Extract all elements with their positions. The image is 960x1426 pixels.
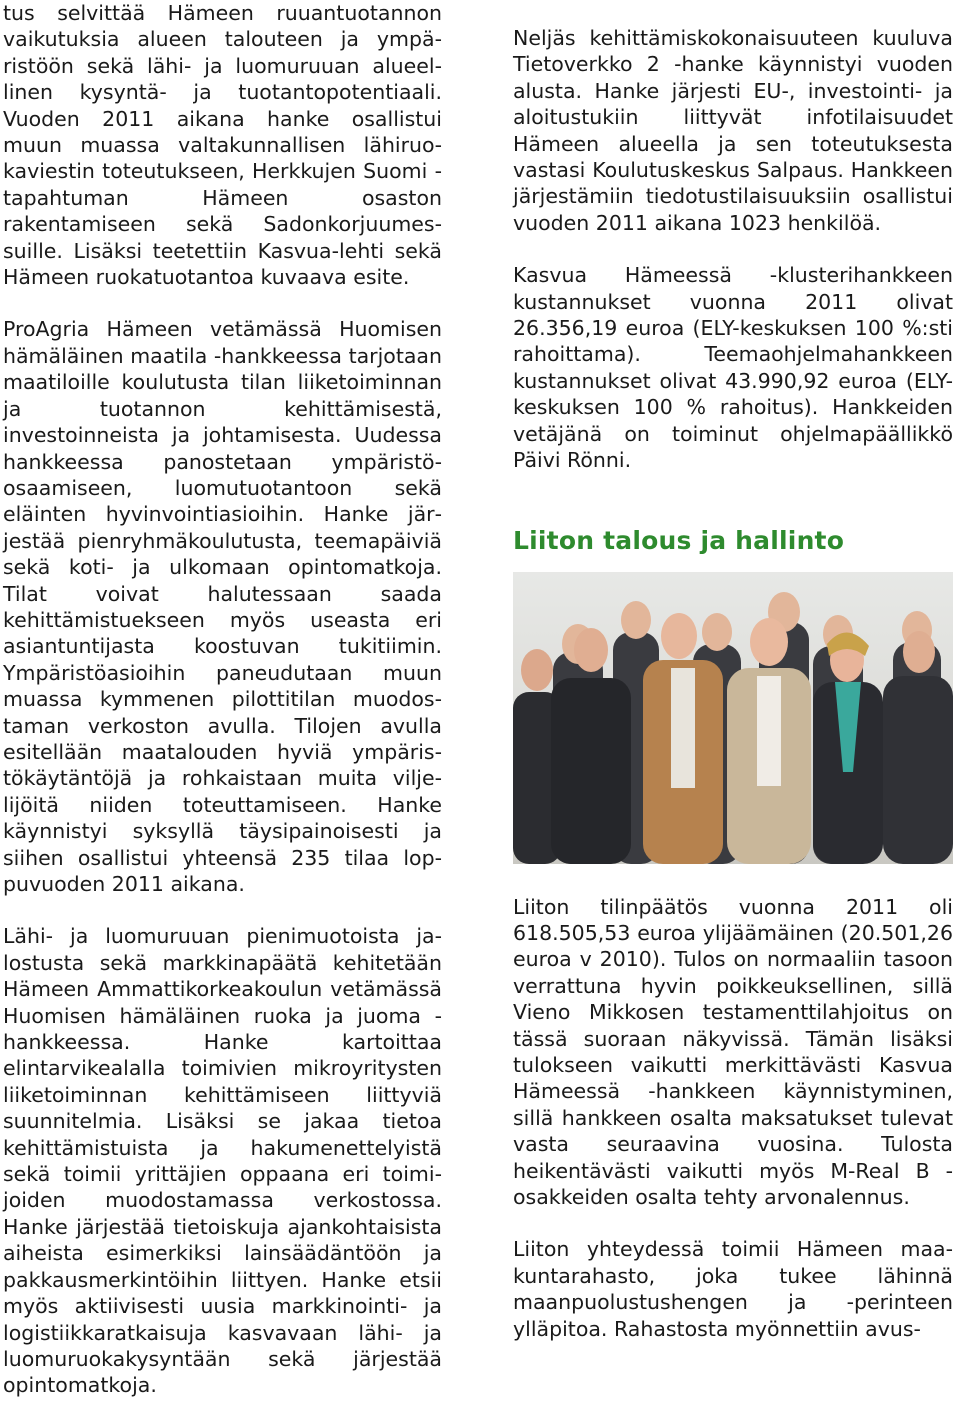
paragraph-huomisen-maatila: ProAgria Hämeen vetämässä Huomisen hämäläinen maatila -hankkeessa tarjotaan maatiloille koulutusta tilan liiketoiminnan ja tuotannon kehittämisestä, investoinneista ja johtamisesta. Uudessa hankkeessa panostetaan ympäristöosaamiseen, luomutuotantoon sekä eläinten hyvinvointiasioihin. Hanke järjestää pienryhmäkoulutusta, teemapäiviä sekä koti- ja ulkomaan opintomatkoja. Tilat voivat halutessaan saada kehittämistuekseen myös useasta eri asiantuntijasta koostuvan tukitiimin. Ympäristöasioihin paneudutaan muun muassa kymmenen pilottitilan muodostaman verkoston avulla. Tilojen avulla esitellään maatalouden hyviä ympäristökäytäntöjä ja rohkaistaan muita viljelijöitä niiden toteuttamiseen. Hanke käynnistyi syksyllä täysipainoisesti ja siihen osallistui yhteensä 235 tilaa loppuvuoden 2011 aikana. <box>3 317 442 896</box>
group-photo <box>513 572 953 864</box>
right-column <box>513 25 953 1342</box>
left-column <box>3 0 442 1399</box>
paragraph-maakuntarahasto: Liiton yhteydessä toimii Hämeen maakuntarahasto, joka tukee lähinnä maanpuolustushengen ja -perinteen ylläpitoa. Rahastosta myönnettiin avus- <box>513 1237 953 1341</box>
paragraph-financial-result: Liiton tilinpäätös vuonna 2011 oli 618.505,53 euroa ylijäämäinen (20.501,26 euroa v 2010). Tulos on normaaliin tasoon verrattuna hyvin poikkeuksellinen, sillä Vieno Mikkosen testamenttilahjoitus on tässä suoraan näkyvissä. Tämän lisäksi tulokseen vaikutti merkittävästi Kasvua Hämeessä -hankkeen käynnistyminen, sillä hankkeen osalta maksatukset tulevat vasta seuraavina vuosina. Tulosta heikentävästi vaikutti myös M-Real B -osakkeiden osalta tehty arvonalennus. <box>513 894 953 1209</box>
group-photo-illustration <box>513 572 953 864</box>
paragraph-tietoverkko: Neljäs kehittämiskokonaisuuteen kuuluva Tietoverkko 2 -hanke käynnistyi vuoden alusta. Hanke järjesti EU-, investointi- ja aloitustukiin liittyvät infotilaisuudet Hämeen alueella ja sen toteutuksesta vastasi Koulutuskeskus Salpaus. Hankkeen järjestämiin tiedotustilaisuuksiin osallistui vuoden 2011 aikana 1023 henkilöä. <box>513 26 953 235</box>
paragraph-huomisen-ruoka: Lähi- ja luomuruuan pienimuotoista jalostusta sekä markkinapäätä kehitetään Hämeen Ammattikorkeakoulun vetämässä Huomisen hämäläinen ruoka ja juoma -hankkeessa. Hanke kartoittaa elintarvikealalla toimivien mikroyritysten liiketoiminnan kehittämiseen liittyviä suunnitelmia. Lisäksi se jakaa tietoa kehittämistuista ja hakumenettelyistä sekä toimii yrittäjien oppaana eri toimijoiden muodostamassa verkostossa. Hanke järjestää tietoiskuja ajankohtaisista aiheista esimerkiksi lainsäädäntöön ja pakkausmerkintöihin liittyen. Hanke etsii myös aktiivisesti uusia markkinointi- ja logistiikkaratkaisuja kasvavaan lähi- ja luomuruokakysyntään sekä järjestää opintomatkoja. <box>3 924 442 1398</box>
section-heading: Liiton talous ja hallinto <box>513 525 845 555</box>
paragraph-hanke-costs: Kasvua Hämeessä -klusterihankkeen kustannukset vuonna 2011 olivat 26.356,19 euroa (ELY-keskuksen 100 %:sti rahoittama). Teemaohjelmahankkeen kustannukset olivat 43.990,92 euroa (ELY-keskuksen 100 % rahoitus). Hankkeiden vetäjänä on toiminut ohjelmapäällikkö Päivi Rönni. <box>513 263 953 473</box>
paragraph-food-research: tus selvittää Hämeen ruuantuotannon vaikutuksia alueen talouteen ja ympäristöön sekä lähi- ja luomuruuan alueellinen kysyntä- ja tuotantopotentiaali. Vuoden 2011 aikana hanke osallistui muun muassa valtakunnallisen lähiruokaviestin toteutukseen, Herkkujen Suomi -tapahtuman Hämeen osaston rakentamiseen sekä Sadonkorjuumessuille. Lisäksi teetettiin Kasvua-lehti sekä Hämeen ruokatuotantoa kuvaava esite. <box>3 1 442 290</box>
